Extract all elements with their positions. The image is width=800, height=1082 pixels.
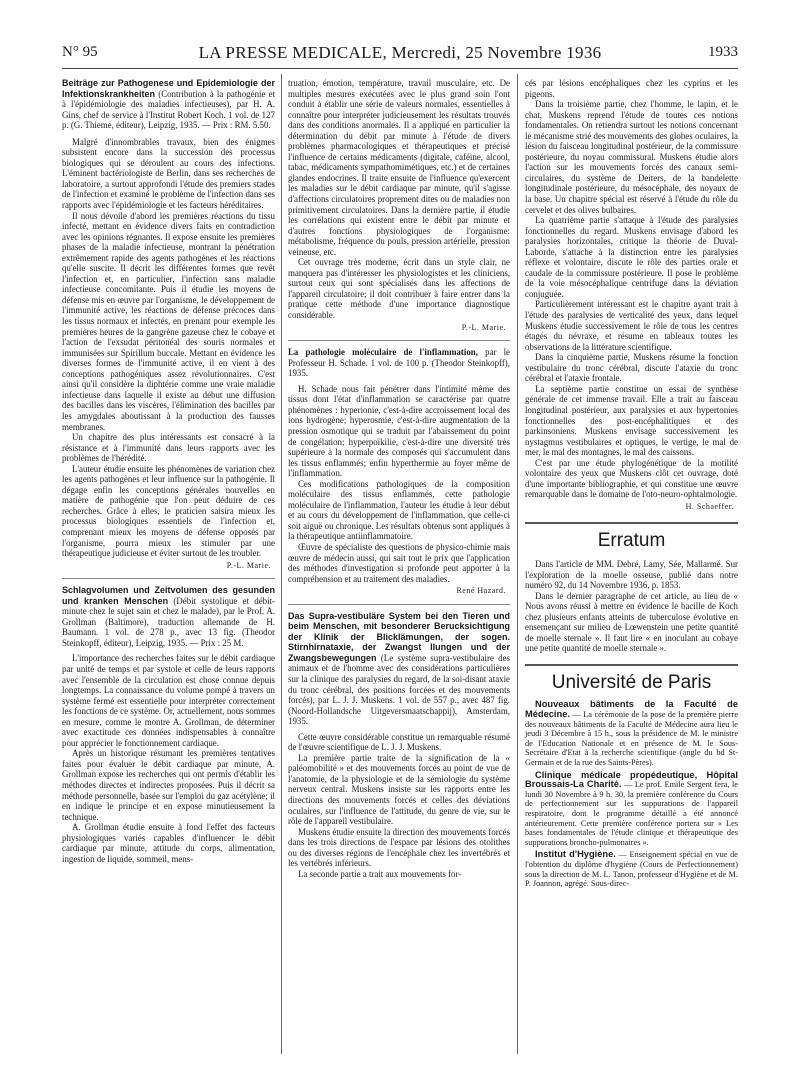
review-title: Schlagvolumen und Zeitvolumen des gesunden und kranken Menschen [62, 585, 275, 606]
review-paragraph: Un chapitre des plus intéressants est consacré à la résistance et à l'immunité dans leurs rapports avec les problèmes de l'hérédité. [62, 432, 275, 464]
column-2 [288, 78, 510, 886]
news-item [525, 700, 738, 767]
section-divider [525, 522, 738, 524]
review-paragraph: L'auteur étudie ensuite les phénomènes de variation chez les agents pathogènes et leur influence sur la pathogénie. Il dégage enfin les conceptions générales nouvelles en matière de pathogénie que l'on peut déduire de ces recherches. Grâce à elles, le praticien saisira mieux les processus biologiques essentiels de l'infection et, comprenant mieux les moyens de défense opposés par l'organisme, pourra mieux les stimuler par une thérapeutique judicieuse et éviter surtout de les troubler. [62, 463, 275, 559]
review-paragraph: cés par lésions encéphaliques chez les cyprins et les pigeons. [525, 78, 738, 99]
divider [288, 340, 510, 341]
page-number: 1933 [708, 44, 738, 60]
divider [288, 604, 510, 605]
review-paragraph: truation, émotion, température, travail musculaire, etc. De multiples mesures exécutées avec le plus grand soin l'ont conduit à établir une série de valeurs normales, essentielles à connaître pour interpréter judicieusement les résultats trouvés dans des conditions anormales. Il a appliqué en particulier la détermination du débit par minute à l'étude de divers problèmes pharmacologiques et thérapeutiques et précisé l'influence de certains médicaments (digitale, caféine, alcool, tabac, médicaments sympathomimétiques, etc.) et de certaines glandes endocrines. Il traite ensuite de l'influence qu'exercent les maladies sur le débit cardiaque par minute, qu'il s'agisse d'affections circulatoires proprement dites ou de maladies non primitivement circulatoires. Dans la dernière partie, il étudie les corrélations qui existent entre le débit par minute et d'autres fonctions physiologiques de l'organisme: métabolisme, fréquence du pouls, pression artérielle, pression veineuse, etc. [288, 78, 510, 257]
column-3 [525, 78, 738, 896]
review-heading [62, 585, 275, 648]
review-paragraph: Cet ouvrage très moderne, écrit dans un style clair, ne manquera pas d'intéresser les physiologistes et les cliniciens, surtout ceux qui sont spécialisés dans les affections de l'appareil circulatoire; il doit contribuer à faire entrer dans la pratique cette méthode d'une importance diagnostique considérable. [288, 257, 510, 321]
review-paragraph: H. Schade nous fait pénétrer dans l'intimité même des tissus dont l'état d'inflammation se caractérise par quatre phénomènes : hyperionie, c'est-à-dire accroissement local des ions hydrogène; hyperosmie, c'est-à-dire augmentation de la pression osmotique qui se traduit par l'abaissement du point de congélation; hyperpoïkilie, c'est-à-dire une diversité très supérieure à la normale des composés qui s'accumulent dans les tissus enflammés; enfin hyperthermie au foyer même de l'inflammation. [288, 383, 510, 479]
review-paragraph: La septième partie constitue un essai de synthèse générale de cet immense travail. Elle a trait au faisceau longitudinal postérieur, aux paralysies et aux hypertonies fonctionnelles des post-encéphalitiques et des parkinsoniens. Muskens envisage successivement les nystagmus vestibulaires et optiques, le vertige, le mal de mer, le mal des montagnes, le mal des caissons. [525, 383, 738, 458]
review-paragraph: La quatrième partie s'attaque à l'étude des paralysies fonctionnelles du regard. Muskens envisage d'abord les paralysies horizontales, critique la théorie de Duval-Laborde, s'attache à la distinction entre les paralysies réflexe et volontaire, discute le rôle des parties orale et caudale de la commissure postérieure. Il pose le problème de la voie mésocéphalique centrifuge dans la déviation conjuguée. [525, 215, 738, 299]
review-heading [62, 78, 275, 131]
review-paragraph: A. Grollman étudie ensuite à fond l'effet des facteurs physiologiques variés capables d'influencer le débit cardiaque par minute, attitude du corps, alimentation, ingestion de liquide, sommeil, mens- [62, 822, 275, 864]
review-paragraph: Œuvre de spécialiste des questions de physico-chimie mais œuvre de médecin aussi, qui sait tout le prix que l'application des méthodes d'investigation si profonde peut apporter à la compréhension et au traitement des maladies. [288, 541, 510, 584]
review-paragraph: Dans la troisième partie, chez l'homme, le lapin, et le chat, Muskens reprend l'étude de toutes ces notions fondamentales. On retiendra surtout les notions concernant le mécanisme strié des mouvements des globes oculaires, la lésion du faisceau longitudinal postérieur, de la commissure postérieure, du noyau commissural. Muskens étudie alors l'action sur les mouvements forcés des canaux semi-circulaires, du système de Deiters, de la bandelette longitudinale postérieure, du mésocéphale, des noyaux de la base. Un chapitre spécial est réservé à l'étude du rôle du cervelet et des olives bulbaires. [525, 99, 738, 215]
review-paragraph: Dans la cinquième partie, Muskens résume la fonction vestibulaire du tronc cérébral, discute l'ataxie du tronc cérébral et l'ataxie frontale. [525, 352, 738, 384]
review-grollman [62, 585, 275, 864]
news-item [525, 850, 738, 888]
review-title: Das Supra-vestibuläre System bei den Tieren und beim Menschen, mit besonderer Berucksichtigung der Klinik der Blicklämungen, der sogen. Stirnhirnataxie, der Zwangst llungen und der Zwangsbewegungen [288, 610, 510, 663]
review-heading [288, 347, 510, 379]
section-divider [525, 664, 738, 666]
review-signature: P.-L. Marie. [461, 322, 506, 332]
review-paragraph: Il nous dévoile d'abord les premières réactions du tissu infecté, mettant en évidence divers faits en contradiction avec les opinions régnantes. Il expose ensuite les premières phases de la maladie infectieuse, montrant la pénétration extrêmement rapide des agents pathogènes et les réactions qu'elle suscite. Il décrit les différentes formes que revêt l'infection et, en particulier, l'infection sans maladie infectieuse concomitante. Puis il étudie les moyens de défense mis en œuvre par l'organisme, le développement de l'immunité active, les réactions de défense précoces dans les tissus normaux et infectés, en prenant pour exemple les premières heures de la gangrène gazeuse chez le cobaye et l'action de l'exsudat péritonéal des souris normales et immunisées sur Spirillum buccale. Mettant en évidence les diverses formes de l'immunité active, il en vient à des conceptions pathogéniques assez révolutionnaires. C'est ainsi qu'il considère la diphtérie comme une vraie maladie infectieuse dans laquelle il existe au début une diffusion des bacilles dans les viscères, l'élimination des bacilles par les amygdales aboutissant à la production des fausses membranes. [62, 210, 275, 432]
review-citation: par le Professeur H. Schade. 1 vol. de 100 p. (Theodor Steinkopff), 1935. [288, 347, 510, 379]
review-grollman-continued [288, 78, 510, 333]
issue-number: N° 95 [62, 44, 98, 60]
column-rule-1 [281, 74, 282, 1054]
review-signature: P.-L. Marie. [226, 560, 271, 570]
masthead-title: LA PRESSE MEDICALE, Mercredi, 25 Novembre 1936 [198, 43, 602, 62]
review-muskens [288, 611, 510, 880]
erratum-paragraph: Dans le dernier paragraphe de cet article, au lieu de « Nous avons réussi à mettre en évidence le bacille de Koch chez plusieurs enfants atteints de tuberculose évolutive en ensemençant sur milieu de Lœwenstein une petite quantité de moelle sternale ». Il faut lire « en inoculant au cobaye une petite quantité de moelle sternale ». [525, 590, 738, 654]
column-rule-2 [517, 74, 518, 1054]
review-paragraph: Ces modifications pathologiques de la composition moléculaire des tissus enflammés, cette pathologie moléculaire de l'inflammation, l'auteur les étudie à leur début et au cours du développement de l'inflammation, que celle-ci soit aiguë ou chronique. Les résultats obtenus sont appliqués à la thérapeutique antiinflammatoire. [288, 478, 510, 542]
news-title: Institut d'Hygiène. [535, 849, 616, 860]
news-title: Clinique médicale propédeutique, Hôpital Broussais-La Charité. [525, 769, 738, 790]
review-paragraph: C'est par une étude phylogénétique de la motilité volontaire des yeux que Muskens clôt cet ouvrage, doté d'une importante bibliographie, et qui constitue une œuvre remarquable dans le domaine de l'oto-neuro-ophtalmologie. [525, 457, 738, 500]
erratum-paragraph: Dans l'article de MM. Debré, Lamy, Sée, Mallarmé. Sur l'exploration de la moelle osseuse, publié dans notre numéro 92, du 14 Novembre 1936, p. 1853. [525, 558, 738, 591]
review-gins [62, 78, 275, 571]
column-1 [62, 78, 275, 871]
university-heading: Université de Paris [551, 671, 712, 693]
review-paragraph: Particulièrement intéressant est le chapitre ayant trait à l'étude des paralysies de verticalité des yeux, dans lequel Muskens étudie successivement le rôle de tous les centres étagés du névraxe, et résume en tableaux toutes les observations de la littérature scientifique. [525, 299, 738, 352]
erratum-heading: Erratum [597, 530, 666, 552]
review-muskens-continued [525, 78, 738, 512]
news-item [525, 771, 738, 848]
review-title: Beiträge zur Pathogenese und Epidemiologie der Infektionskrankheiten [62, 78, 275, 99]
news-text: — Le prof. Emile Sergent fera, le lundi 30 Novembre à 9 h. 30, la première conférence du Cours de perfectionnement sur les suppurations de l'appareil respiratoire, dont le programme détaillé a été annoncé antérieurement. Cette première conférence portera sur « Les bases fondamentales de l'étude clinique et thérapeutique des suppurations broncho-pulmonaires ». [525, 780, 738, 847]
review-signature: René Hazard. [456, 586, 506, 596]
news-title: Nouveaux bâtiments de la Faculté de Médecine. [525, 699, 738, 720]
page-header [62, 42, 738, 69]
review-schade [288, 347, 510, 597]
divider [62, 578, 275, 579]
review-paragraph: Malgré d'innombrables travaux, bien des énigmes subsistent encore dans la succession des processus biologiques qui se déroulent au cours des infections. L'éminent bactériologiste de Berlin, dans ses recherches de laboratoire, a surtout approfondi l'étude des premiers stades de l'infection et examiné le problème de l'infection dans ses rapports avec l'épidémiologie et les facteurs héréditaires. [62, 136, 275, 211]
news-text: — Enseignement spécial en vue de l'obtention du diplôme d'hygiène (Cours de Perfectionnement) sous la direction de M. L. Tanon, professeur d'Hygiène et de M. P. Joannon, agrégé. Sous-direc- [525, 850, 738, 889]
university-news [525, 700, 738, 888]
review-signature: H. Schaeffer. [685, 501, 734, 511]
review-heading [288, 611, 510, 727]
review-paragraph: Muskens étudie ensuite la direction des mouvements forcés dans les trois directions de l'espace par lésions des otolithes ou des diverses régions de l'encéphale chez les invertébrés et les vertébrés inférieurs. [288, 826, 510, 869]
review-paragraph: Cette œuvre considérable constitue un remarquable résumé de l'œuvre scientifique de L. J. J. Muskens. [288, 731, 510, 753]
review-citation: (Débit systolique et débit-minute chez le sujet sain et chez le malade), par le Prof. A. Grollman (Baltimore), traduction allemande de H. Baumann. 1 vol. de 278 p., avec 13 fig. (Theodor Steinkopff, éditeur), Leipzig, 1935. — Prix : 25 M. [62, 595, 276, 648]
news-text: — La cérémonie de la pose de la première pierre des nouveaux bâtiments de la Faculté de Médecine aura lieu le jeudi 3 Décembre à 15 h., sous la présidence de M. le ministre de l'Education Nationale et en présence de M. le Sous-Secrétaire d'Etat à la recherche scientifique (angle du bd St-Germain et de la rue des Saints-Pères). [525, 710, 739, 767]
review-paragraph: L'importance des recherches faites sur le débit cardiaque par unité de temps et par systole et celle de leurs rapports avec l'ensemble de la circulation est chose connue depuis longtemps. La connaissance du volume pompé à travers un système fermé est essentielle pour interpréter correctement les fonctions de ce système. Or, actuellement, nous sommes en mesure, comme le montre A. Grollman, de déterminer avec exactitude ces données indispensables à connaître pour apprécier le fonctionnement cardiaque. [62, 653, 275, 748]
review-citation: (Le système supra-vestibulaire des animaux et de l'homme avec des considérations particulières sur la clinique des paralysies du regard, de la soi-disant ataxie du tronc cérébral, des positions forcées et des mouvements forcés), par L. J. J. Muskens. 1 vol. de 557 p., avec 487 fig. (Noord-Hollandsche Uitgeversmaatschappij), Amsterdam, 1935. [288, 652, 510, 727]
erratum-block [525, 559, 738, 654]
review-paragraph: La seconde partie a trait aux mouvements for- [298, 868, 462, 879]
review-title: La pathologie moléculaire de l'inflammation, [288, 347, 478, 358]
review-paragraph: Après un historique résumant les premières tentatives faites pour évaluer le débit cardiaque par minute, A. Grollman expose les recherches qui ont permis d'établir les méthodes directes et indirectes proposées. Puis il décrit sa méthode personnelle, basée sur l'emploi du gaz acétylène; il en indique le principe et en expose minutieusement la technique. [62, 748, 275, 822]
review-citation: (Contribution à la pathogénie et à l'épidémiologie des maladies infectieuses), par H. A. Gins, chef de service à l'Institut Robert Koch. 1 vol. de 127 p. (G. Thieme, éditeur), Leipzig, 1935. — Prix : RM. 5.50. [62, 88, 276, 131]
review-paragraph: La première partie traite de la signification de la « paléomobilité » et des mouvements forcés au point de vue de l'anatomie, de la physiologie et de la sémiologie du système nerveux central. Muskens insiste sur les rapports entre les directions des mouvements forcés et celles des déviations oculaires, sur l'influence de l'attitude, du genre de vie, sur le rôle de l'appareil vestibulaire. [288, 752, 510, 827]
